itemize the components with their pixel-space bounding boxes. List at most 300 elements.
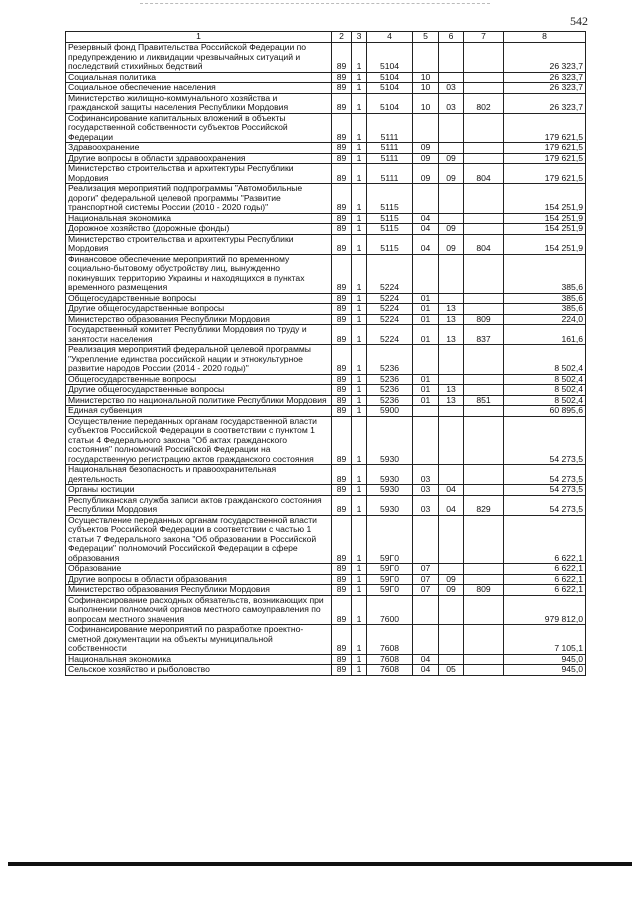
code-cell: 89 (332, 595, 352, 625)
code-cell: 89 (332, 153, 352, 164)
code-cell: 1 (352, 234, 367, 254)
subsection-cell (439, 213, 464, 224)
name-cell: Другие вопросы в области здравоохранения (66, 153, 332, 164)
code-cell: 5104 (367, 43, 413, 73)
table-row (66, 595, 586, 625)
department-cell (464, 304, 504, 315)
amount-cell: 54 273,5 (504, 465, 586, 485)
code-cell: 89 (332, 325, 352, 345)
section-cell (413, 113, 439, 143)
table-row (66, 43, 586, 73)
amount-cell: 60 895,6 (504, 406, 586, 417)
subsection-cell: 09 (439, 153, 464, 164)
section-cell (413, 416, 439, 465)
code-cell: 89 (332, 93, 352, 113)
section-cell: 03 (413, 495, 439, 515)
subsection-cell (439, 345, 464, 375)
code-cell: 89 (332, 304, 352, 315)
code-cell: 1 (352, 574, 367, 585)
code-cell: 7600 (367, 595, 413, 625)
code-cell: 5104 (367, 72, 413, 83)
department-cell (464, 654, 504, 665)
department-cell: 809 (464, 585, 504, 596)
amount-cell: 26 323,7 (504, 43, 586, 73)
section-cell: 10 (413, 72, 439, 83)
section-cell: 03 (413, 465, 439, 485)
amount-cell: 179 621,5 (504, 153, 586, 164)
section-cell: 04 (413, 234, 439, 254)
amount-cell: 154 251,9 (504, 234, 586, 254)
amount-cell: 6 622,1 (504, 564, 586, 575)
name-cell: Министерство образования Республики Мордовия (66, 314, 332, 325)
name-cell: Министерство строительства и архитектуры Республики Мордовия (66, 234, 332, 254)
code-cell: 5224 (367, 293, 413, 304)
code-cell: 1 (352, 374, 367, 385)
section-cell: 01 (413, 325, 439, 345)
table-row (66, 93, 586, 113)
code-cell: 89 (332, 224, 352, 235)
code-cell: 89 (332, 184, 352, 214)
table-row (66, 374, 586, 385)
code-cell: 1 (352, 625, 367, 655)
name-cell: Софинансирование мероприятий по разработке проектно-сметной документации на объекты муниципальной собственности (66, 625, 332, 655)
code-cell: 1 (352, 293, 367, 304)
section-cell: 10 (413, 93, 439, 113)
table-row (66, 385, 586, 396)
department-cell (464, 224, 504, 235)
subsection-cell: 03 (439, 83, 464, 94)
section-cell: 10 (413, 83, 439, 94)
amount-cell: 179 621,5 (504, 164, 586, 184)
code-cell: 59Г0 (367, 585, 413, 596)
subsection-cell: 09 (439, 585, 464, 596)
code-cell: 1 (352, 325, 367, 345)
table-row (66, 164, 586, 184)
code-cell: 5115 (367, 184, 413, 214)
col-header: 5 (413, 32, 439, 43)
amount-cell: 26 323,7 (504, 83, 586, 94)
code-cell: 1 (352, 485, 367, 496)
name-cell: Осуществление переданных органам государственной власти субъектов Российской Федерации в соответствии с пунктом 1 статьи 4 Федерального закона "Об актах гражданского состояния" полномочий Российской Федерации на государственную регистрацию актов гражданского состояния (66, 416, 332, 465)
name-cell: Здравоохранение (66, 143, 332, 154)
subsection-cell (439, 72, 464, 83)
table-row (66, 143, 586, 154)
code-cell: 1 (352, 564, 367, 575)
code-cell: 89 (332, 385, 352, 396)
amount-cell: 945,0 (504, 654, 586, 665)
name-cell: Реализация мероприятий федеральной целевой программы "Укрепление единства российской нации и этнокультурное развитие народов России (2014 - 2020 годы)" (66, 345, 332, 375)
subsection-cell: 04 (439, 495, 464, 515)
department-cell (464, 113, 504, 143)
table-row (66, 485, 586, 496)
department-cell (464, 345, 504, 375)
code-cell: 89 (332, 654, 352, 665)
code-cell: 5111 (367, 164, 413, 184)
table-row (66, 83, 586, 94)
section-cell: 04 (413, 224, 439, 235)
subsection-cell (439, 564, 464, 575)
code-cell: 5111 (367, 153, 413, 164)
department-cell: 802 (464, 93, 504, 113)
code-cell: 1 (352, 385, 367, 396)
table-row (66, 314, 586, 325)
table-row (66, 304, 586, 315)
name-cell: Осуществление переданных органам государственной власти субъектов Российской Федерации в соответствии с частью 1 статьи 7 Федерального закона "Об образовании в Российской Федерации" полномочий Российской Федерации в сфере образования (66, 515, 332, 564)
code-cell: 89 (332, 574, 352, 585)
code-cell: 5224 (367, 325, 413, 345)
subsection-cell: 13 (439, 395, 464, 406)
table-row (66, 564, 586, 575)
code-cell: 89 (332, 485, 352, 496)
section-cell: 09 (413, 164, 439, 184)
code-cell: 5930 (367, 465, 413, 485)
table-row (66, 406, 586, 417)
table-row (66, 113, 586, 143)
code-cell: 5236 (367, 374, 413, 385)
code-cell: 89 (332, 495, 352, 515)
amount-cell: 8 502,4 (504, 374, 586, 385)
code-cell: 89 (332, 254, 352, 293)
code-cell: 1 (352, 184, 367, 214)
department-cell: 829 (464, 495, 504, 515)
code-cell: 7608 (367, 665, 413, 676)
subsection-cell: 13 (439, 314, 464, 325)
amount-cell: 385,6 (504, 293, 586, 304)
amount-cell: 979 812,0 (504, 595, 586, 625)
subsection-cell: 03 (439, 93, 464, 113)
code-cell: 1 (352, 654, 367, 665)
subsection-cell: 09 (439, 224, 464, 235)
code-cell: 89 (332, 416, 352, 465)
subsection-cell (439, 654, 464, 665)
section-cell (413, 595, 439, 625)
header-row (66, 32, 586, 43)
department-cell (464, 595, 504, 625)
code-cell: 89 (332, 83, 352, 94)
department-cell: 837 (464, 325, 504, 345)
code-cell: 89 (332, 314, 352, 325)
subsection-cell: 09 (439, 574, 464, 585)
code-cell: 5930 (367, 485, 413, 496)
name-cell: Другие вопросы в области образования (66, 574, 332, 585)
subsection-cell (439, 143, 464, 154)
section-cell: 04 (413, 654, 439, 665)
subsection-cell (439, 416, 464, 465)
section-cell: 07 (413, 574, 439, 585)
code-cell: 1 (352, 515, 367, 564)
code-cell: 1 (352, 304, 367, 315)
code-cell: 1 (352, 595, 367, 625)
code-cell: 1 (352, 43, 367, 73)
table-row (66, 665, 586, 676)
amount-cell: 54 273,5 (504, 416, 586, 465)
code-cell: 5224 (367, 304, 413, 315)
code-cell: 1 (352, 254, 367, 293)
code-cell: 5115 (367, 224, 413, 235)
code-cell: 5236 (367, 395, 413, 406)
section-cell (413, 43, 439, 73)
name-cell: Министерство строительства и архитектуры Республики Мордовия (66, 164, 332, 184)
code-cell: 59Г0 (367, 574, 413, 585)
subsection-cell (439, 254, 464, 293)
section-cell: 01 (413, 314, 439, 325)
code-cell: 1 (352, 83, 367, 94)
department-cell (464, 374, 504, 385)
subsection-cell: 09 (439, 234, 464, 254)
col-header: 2 (332, 32, 352, 43)
code-cell: 89 (332, 213, 352, 224)
code-cell: 5236 (367, 345, 413, 375)
department-cell (464, 184, 504, 214)
department-cell (464, 665, 504, 676)
name-cell: Резервный фонд Правительства Российской Федерации по предупреждению и ликвидации чрезвычайных ситуаций и последствий стихийных бедствий (66, 43, 332, 73)
department-cell (464, 43, 504, 73)
name-cell: Национальная экономика (66, 654, 332, 665)
name-cell: Другие общегосударственные вопросы (66, 385, 332, 396)
code-cell: 5104 (367, 83, 413, 94)
name-cell: Софинансирование расходных обязательств, возникающих при выполнении полномочий органов местного самоуправления по вопросам местного значения (66, 595, 332, 625)
department-cell: 804 (464, 234, 504, 254)
section-cell (413, 625, 439, 655)
code-cell: 1 (352, 164, 367, 184)
name-cell: Сельское хозяйство и рыболовство (66, 665, 332, 676)
table-row (66, 625, 586, 655)
section-cell: 07 (413, 585, 439, 596)
section-cell: 01 (413, 293, 439, 304)
code-cell: 5900 (367, 406, 413, 417)
amount-cell: 161,6 (504, 325, 586, 345)
code-cell: 5224 (367, 314, 413, 325)
table-row (66, 72, 586, 83)
subsection-cell (439, 113, 464, 143)
name-cell: Государственный комитет Республики Мордовия по труду и занятости населения (66, 325, 332, 345)
table-row (66, 574, 586, 585)
amount-cell: 385,6 (504, 254, 586, 293)
code-cell: 89 (332, 143, 352, 154)
budget-table (65, 31, 586, 676)
department-cell (464, 515, 504, 564)
code-cell: 5115 (367, 234, 413, 254)
subsection-cell (439, 293, 464, 304)
code-cell: 1 (352, 345, 367, 375)
code-cell: 1 (352, 93, 367, 113)
code-cell: 89 (332, 406, 352, 417)
col-header: 4 (367, 32, 413, 43)
code-cell: 1 (352, 143, 367, 154)
name-cell: Другие общегосударственные вопросы (66, 304, 332, 315)
table-row (66, 515, 586, 564)
department-cell (464, 465, 504, 485)
code-cell: 5104 (367, 93, 413, 113)
section-cell: 01 (413, 374, 439, 385)
subsection-cell: 13 (439, 304, 464, 315)
table-row (66, 325, 586, 345)
section-cell: 09 (413, 143, 439, 154)
amount-cell: 945,0 (504, 665, 586, 676)
code-cell: 1 (352, 72, 367, 83)
subsection-cell (439, 184, 464, 214)
code-cell: 89 (332, 72, 352, 83)
code-cell: 1 (352, 314, 367, 325)
code-cell: 89 (332, 374, 352, 385)
table-row (66, 465, 586, 485)
department-cell (464, 385, 504, 396)
section-cell (413, 345, 439, 375)
table-row (66, 585, 586, 596)
name-cell: Республиканская служба записи актов гражданского состояния Республики Мордовия (66, 495, 332, 515)
amount-cell: 26 323,7 (504, 72, 586, 83)
table-row (66, 184, 586, 214)
name-cell: Органы юстиции (66, 485, 332, 496)
code-cell: 89 (332, 293, 352, 304)
code-cell: 5111 (367, 113, 413, 143)
section-cell (413, 254, 439, 293)
amount-cell: 26 323,7 (504, 93, 586, 113)
amount-cell: 154 251,9 (504, 224, 586, 235)
amount-cell: 154 251,9 (504, 184, 586, 214)
amount-cell: 179 621,5 (504, 143, 586, 154)
department-cell (464, 485, 504, 496)
name-cell: Министерство образования Республики Мордовия (66, 585, 332, 596)
subsection-cell: 04 (439, 485, 464, 496)
code-cell: 89 (332, 345, 352, 375)
code-cell: 1 (352, 406, 367, 417)
table-row (66, 654, 586, 665)
name-cell: Социальная политика (66, 72, 332, 83)
code-cell: 89 (332, 395, 352, 406)
col-header: 1 (66, 32, 332, 43)
code-cell: 89 (332, 234, 352, 254)
code-cell: 89 (332, 585, 352, 596)
section-cell (413, 184, 439, 214)
code-cell: 1 (352, 665, 367, 676)
section-cell: 09 (413, 153, 439, 164)
code-cell: 5115 (367, 213, 413, 224)
name-cell: Общегосударственные вопросы (66, 374, 332, 385)
code-cell: 1 (352, 495, 367, 515)
section-cell: 07 (413, 564, 439, 575)
table-row (66, 495, 586, 515)
top-edge-line (140, 3, 490, 4)
department-cell (464, 72, 504, 83)
code-cell: 5930 (367, 416, 413, 465)
name-cell: Социальное обеспечение населения (66, 83, 332, 94)
code-cell: 5111 (367, 143, 413, 154)
table-row (66, 234, 586, 254)
section-cell (413, 515, 439, 564)
amount-cell: 6 622,1 (504, 574, 586, 585)
department-cell (464, 416, 504, 465)
section-cell (413, 406, 439, 417)
department-cell (464, 293, 504, 304)
department-cell (464, 213, 504, 224)
subsection-cell (439, 374, 464, 385)
department-cell (464, 143, 504, 154)
subsection-cell (439, 595, 464, 625)
subsection-cell: 05 (439, 665, 464, 676)
table-row (66, 395, 586, 406)
amount-cell: 6 622,1 (504, 585, 586, 596)
amount-cell: 54 273,5 (504, 485, 586, 496)
name-cell: Софинансирование капитальных вложений в объекты государственной собственности субъектов Российской Федерации (66, 113, 332, 143)
section-cell: 01 (413, 395, 439, 406)
name-cell: Национальная безопасность и правоохранительная деятельность (66, 465, 332, 485)
code-cell: 89 (332, 625, 352, 655)
amount-cell: 6 622,1 (504, 515, 586, 564)
section-cell: 03 (413, 485, 439, 496)
col-header: 6 (439, 32, 464, 43)
name-cell: Министерство по национальной политике Республики Мордовия (66, 395, 332, 406)
section-cell: 01 (413, 304, 439, 315)
department-cell: 851 (464, 395, 504, 406)
code-cell: 5224 (367, 254, 413, 293)
amount-cell: 179 621,5 (504, 113, 586, 143)
code-cell: 1 (352, 416, 367, 465)
code-cell: 5930 (367, 495, 413, 515)
name-cell: Национальная экономика (66, 213, 332, 224)
code-cell: 89 (332, 164, 352, 184)
amount-cell: 8 502,4 (504, 395, 586, 406)
department-cell (464, 83, 504, 94)
name-cell: Единая субвенция (66, 406, 332, 417)
amount-cell: 154 251,9 (504, 213, 586, 224)
amount-cell: 224,0 (504, 314, 586, 325)
code-cell: 89 (332, 515, 352, 564)
subsection-cell (439, 515, 464, 564)
department-cell: 804 (464, 164, 504, 184)
amount-cell: 54 273,5 (504, 495, 586, 515)
table-row (66, 416, 586, 465)
department-cell (464, 625, 504, 655)
subsection-cell: 13 (439, 385, 464, 396)
code-cell: 89 (332, 564, 352, 575)
department-cell (464, 153, 504, 164)
department-cell (464, 574, 504, 585)
code-cell: 89 (332, 43, 352, 73)
subsection-cell (439, 43, 464, 73)
code-cell: 89 (332, 665, 352, 676)
col-header: 3 (352, 32, 367, 43)
amount-cell: 385,6 (504, 304, 586, 315)
subsection-cell (439, 625, 464, 655)
table-row (66, 224, 586, 235)
department-cell (464, 406, 504, 417)
table-row (66, 345, 586, 375)
code-cell: 5236 (367, 385, 413, 396)
col-header: 8 (504, 32, 586, 43)
code-cell: 1 (352, 465, 367, 485)
department-cell (464, 564, 504, 575)
name-cell: Дорожное хозяйство (дорожные фонды) (66, 224, 332, 235)
code-cell: 1 (352, 113, 367, 143)
code-cell: 1 (352, 224, 367, 235)
amount-cell: 8 502,4 (504, 345, 586, 375)
code-cell: 7608 (367, 654, 413, 665)
table-row (66, 213, 586, 224)
bottom-rule (8, 862, 632, 866)
code-cell: 59Г0 (367, 564, 413, 575)
subsection-cell (439, 465, 464, 485)
subsection-cell (439, 406, 464, 417)
amount-cell: 8 502,4 (504, 385, 586, 396)
code-cell: 1 (352, 153, 367, 164)
name-cell: Министерство жилищно-коммунального хозяйства и гражданской защиты населения Республики Мордовия (66, 93, 332, 113)
table-row (66, 293, 586, 304)
subsection-cell: 09 (439, 164, 464, 184)
section-cell: 01 (413, 385, 439, 396)
name-cell: Общегосударственные вопросы (66, 293, 332, 304)
department-cell (464, 254, 504, 293)
